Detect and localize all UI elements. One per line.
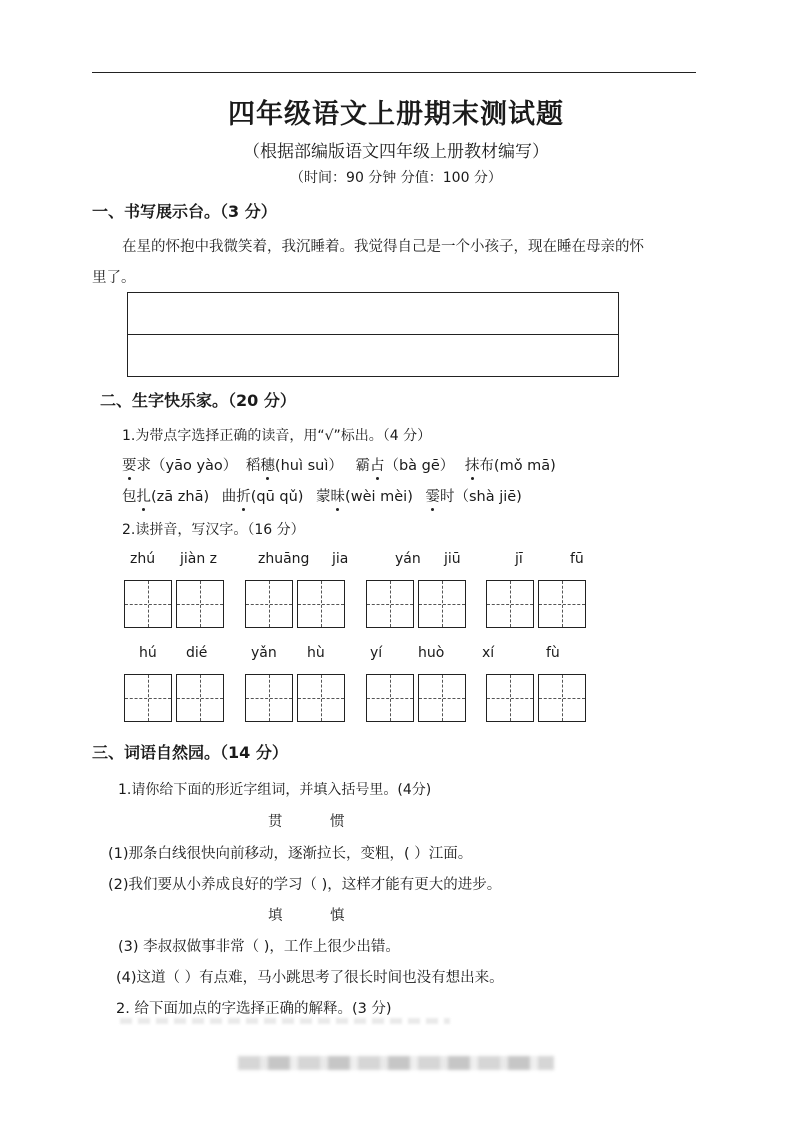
tianzige-cell[interactable] (418, 674, 466, 722)
pinyin-label: fù (546, 645, 560, 661)
pinyin-label: fū (570, 551, 584, 567)
section3-heading: 三、词语自然园。（14 分） (92, 743, 288, 762)
char-pair-2b: 慎 (330, 908, 345, 924)
reading-item-1: 要求（yāo yào） (122, 458, 237, 474)
footer-watermark (238, 1056, 554, 1070)
reading-item-2: 稻穗(huì suì） (246, 458, 343, 474)
tianzige-row-2 (124, 674, 594, 724)
tianzige-cell[interactable] (124, 580, 172, 628)
section1-heading: 一、书写展示台。（3 分） (92, 202, 277, 221)
tianzige-cell[interactable] (538, 674, 586, 722)
reading-item-7: 蒙昧(wèi mèi) (316, 489, 413, 505)
char-pair-1a: 贯 (268, 814, 283, 830)
section2-q2-prompt: 2.读拼音，写汉字。（16 分） (122, 522, 305, 538)
reading-item-4: 抹布(mǒ mā) (465, 458, 556, 474)
cutoff-text-blur (120, 1018, 450, 1024)
sentence-4: (4)这道（ ）有点难，马小跳思考了很长时间也没有想出来。 (116, 970, 504, 986)
reading-item-3: 霸占（bà gē） (355, 458, 454, 474)
tianzige-cell[interactable] (538, 580, 586, 628)
pinyin-label: zhú (130, 551, 156, 567)
pinyin-label: jī (515, 551, 523, 567)
pinyin-label: jia (332, 551, 349, 567)
pinyin-label: hù (307, 645, 325, 661)
pinyin-label: huò (418, 645, 445, 661)
tianzige-cell[interactable] (245, 674, 293, 722)
char-pair-2a: 填 (268, 908, 283, 924)
top-rule (92, 72, 696, 73)
tianzige-cell[interactable] (176, 580, 224, 628)
pinyin-label: yǎn (251, 645, 277, 661)
pinyin-label: zhuāng (258, 551, 310, 567)
reading-item-6: 曲折(qū qǔ) (222, 489, 304, 505)
tianzige-cell[interactable] (366, 580, 414, 628)
section2-q1-prompt: 1.为带点字选择正确的读音，用“√”标出。（4 分） (122, 428, 432, 444)
sentence-3: (3) 李叔叔做事非常（ )，工作上很少出错。 (118, 939, 400, 955)
tianzige-cell[interactable] (418, 580, 466, 628)
char-pair-1b: 惯 (330, 814, 345, 830)
writing-box-divider (128, 334, 618, 335)
section3-q2-prompt: 2. 给下面加点的字选择正确的解释。(3 分) (116, 1001, 392, 1017)
section2-heading: 二、生字快乐家。（20 分） (100, 391, 296, 410)
tianzige-cell[interactable] (366, 674, 414, 722)
pinyin-label: yán (395, 551, 421, 567)
tianzige-cell[interactable] (486, 580, 534, 628)
page-title: 四年级语文上册期末测试题 (228, 99, 564, 130)
reading-item-8: 霎时（shà jiē) (425, 489, 521, 505)
time-info: （时间：90 分钟 分值：100 分） (290, 170, 502, 186)
page-subtitle: （根据部编版语文四年级上册教材编写） (243, 142, 549, 162)
pinyin-label: xí (482, 645, 495, 661)
tianzige-row-1 (124, 580, 594, 630)
reading-item-5: 包扎(zā zhā) (122, 489, 209, 505)
tianzige-cell[interactable] (176, 674, 224, 722)
tianzige-cell[interactable] (124, 674, 172, 722)
tianzige-cell[interactable] (486, 674, 534, 722)
pinyin-label: hú (139, 645, 157, 661)
tianzige-cell[interactable] (297, 674, 345, 722)
sentence-1: (1)那条白线很快向前移动，逐渐拉长，变粗，( ）江面。 (108, 846, 473, 862)
pinyin-label: jiàn z (180, 551, 218, 567)
reading-row-2 (122, 485, 522, 506)
tianzige-cell[interactable] (297, 580, 345, 628)
reading-row-1 (122, 454, 556, 475)
tianzige-cell[interactable] (245, 580, 293, 628)
section1-text-line2: 里了。 (92, 270, 136, 286)
sentence-2: (2)我们要从小养成良好的学习（ )，这样才能有更大的进步。 (108, 877, 502, 893)
pinyin-label: yí (370, 645, 383, 661)
pinyin-label: jiū (444, 551, 461, 567)
section1-text-line1: 在星的怀抱中我微笑着，我沉睡着。我觉得自己是一个小孩子，现在睡在母亲的怀 (122, 239, 644, 255)
section3-q1-prompt: 1.请你给下面的形近字组词，并填入括号里。(4分) (118, 782, 432, 798)
pinyin-label: dié (186, 645, 208, 661)
writing-box[interactable] (127, 292, 619, 377)
